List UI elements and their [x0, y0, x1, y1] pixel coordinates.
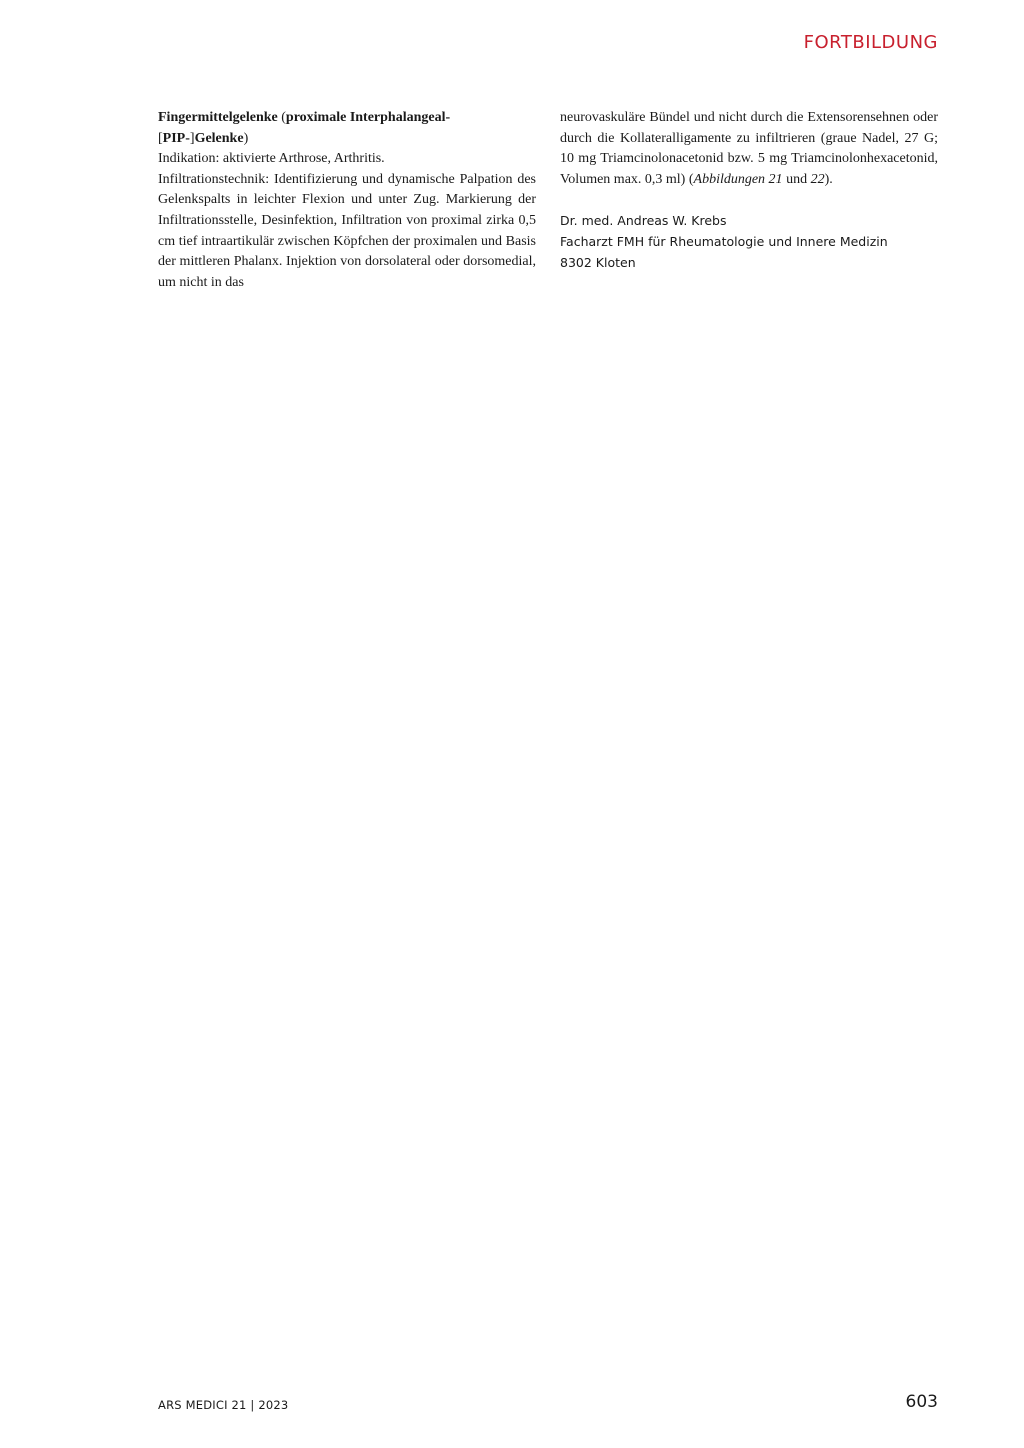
author-block: [560, 210, 938, 273]
figure-reference-22: 22: [810, 171, 825, 187]
subheading-paren-close: ): [243, 130, 249, 146]
figure-connector: und: [782, 171, 811, 187]
author-title: Facharzt FMH für Rheumatologie und Innere Medizin: [560, 234, 888, 250]
subheading-title: Fingermittelgelenke: [158, 110, 278, 125]
section-header: FORTBILDUNG: [803, 32, 938, 53]
subheading-bracket-open: [: [158, 130, 163, 146]
left-column: [158, 108, 536, 293]
continuation-text: [560, 108, 938, 190]
subheading-gelenke: Gelenke: [194, 130, 244, 146]
subheading-term: proximale Interphalangeal-: [285, 110, 451, 125]
closing-punctuation: ).: [824, 171, 833, 187]
subheading-abbrev: PIP-: [162, 130, 190, 146]
continuation-body: neurovaskuläre Bündel und nicht durch die Extensorensehnen oder durch die Kollateralligamente zu infiltrieren (graue Nadel, 27 G; 10 mg Triamcinolonacetonid bzw. 5 mg Triamcinolonhexacetonid, Volumen max. 0,3 ml) (: [560, 110, 938, 187]
page-number: 603: [905, 1392, 938, 1412]
journal-footer: ARS MEDICI 21 | 2023: [158, 1398, 289, 1412]
subheading-paren-open: (: [277, 110, 286, 125]
figure-reference-21: Abbildungen 21: [693, 171, 783, 187]
technik-text: Infiltrationstechnik: Identifizierung und dynamische Palpation des Gelenkspalts in leichter Flexion und unter Zug. Markierung der Infiltrationsstelle, Desinfektion, Infiltration von proximal zirka 0,5 cm tief intraartikulär zwischen Köpfchen der proximalen und Basis der mittleren Phalanx. Injektion von dorsolateral oder dorsomedial, um nicht in das: [158, 171, 536, 290]
article-subheading: [158, 108, 536, 149]
author-location: 8302 Kloten: [560, 255, 636, 271]
indikation-text: Indikation: aktivierte Arthrose, Arthritis.: [158, 151, 385, 167]
author-name: Dr. med. Andreas W. Krebs: [560, 213, 727, 229]
right-column: [560, 108, 938, 273]
subheading-bracket-close: ]: [189, 130, 195, 146]
